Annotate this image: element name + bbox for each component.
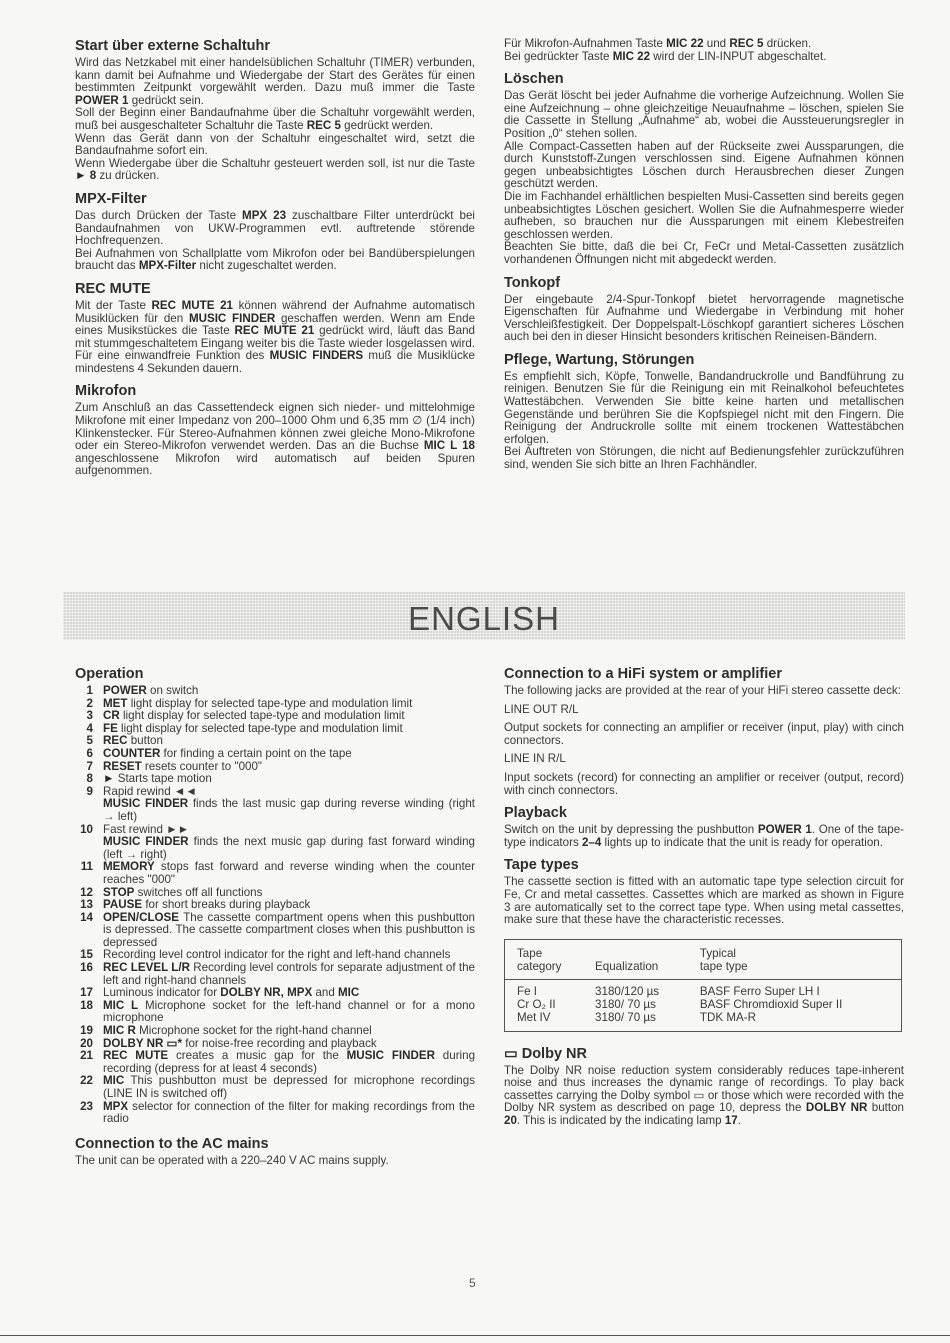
timer-paragraph-2: Soll der Beginn einer Bandaufnahme über die Schaltuhr vorgewählt werden, muß bei ausgeschalteter Schaltuhr die Taste REC 5 gedrückt werden. bbox=[75, 106, 475, 132]
list-item: 14 OPEN/CLOSE The cassette compartment opens when this pushbutton is depressed. The cassette compartment closes when this pushbutton is depressed bbox=[75, 912, 475, 950]
tonkopf-paragraph: Der eingebaute 2/4-Spur-Tonkopf bietet hervorragende magnetische Eigenschaften für Aufnahme und Wiedergabe in Verbindung mit hoher Verschleißfestigkeit. Der Doppelspalt-Löschkopf garantiert sicheres Löschen auch bei den in dieser Hinsicht besonders kritischen Reineisen-Bändern. bbox=[504, 292, 904, 344]
item-number: 4 bbox=[86, 721, 93, 735]
section-title-hifi: Connection to a HiFi system or amplifier bbox=[504, 666, 782, 682]
section-title-tape-types: Tape types bbox=[504, 857, 579, 874]
mikrofon-paragraph: Zum Anschluß an das Cassettendeck eignen sich nieder- und mittelohmige Mikrofone mit einer Impedanz von 200–1000 Ohm und 6,35 mm ∅ (1/4 inch) Klinkenstecker. Für Stereo-Aufnahmen können zwei gleiche Mono-Mikrofone oder ein Stereo-Mikrofon verwendet werden. Das an die Buchse MIC L 18 angeschlossene Mikrofon wird automatisch auf beiden Spuren aufgenommen. bbox=[75, 401, 475, 478]
loeschen-paragraph-2: Alle Compact-Cassetten haben auf der Rückseite zwei Aussparungen, die durch Kunststoff-Zungen verschlossen sind. Eigene Aufnahmen können gegen unbeabsichtigtes Löschen durch Herausbrechen dieser Zungen geschützt werden. bbox=[504, 139, 904, 191]
hifi-paragraph-2: Output sockets for connecting an amplifier or receiver (input, play) with cinch connectors. bbox=[504, 721, 904, 747]
pflege-paragraph-1: Es empfiehlt sich, Köpfe, Tonwelle, Bandandruckrolle und Bandführung zu reinigen. Benutzen Sie für die Reinigung ein mit Reinalkohol befeuchtetes Wattestäbchen. Verwenden Sie bitte keine harten und metallischen Gegenstände und berühren Sie die Kopfspiegel nicht mit den Fingern. Die Reinigung der Andruckrolle sollte mit einem trockenen Wattestäbchen erfolgen. bbox=[504, 369, 904, 446]
hifi-paragraph-3: Input sockets (record) for connecting an amplifier or receiver (output, record) with cinch connectors. bbox=[504, 770, 904, 797]
line-in-label: LINE IN R/L bbox=[504, 752, 566, 766]
section-title-loeschen: Löschen bbox=[504, 71, 564, 88]
item-number: 15 bbox=[80, 948, 93, 962]
english-banner bbox=[63, 592, 905, 640]
item-number: 9 bbox=[86, 784, 93, 798]
section-title-mpx: MPX-Filter bbox=[75, 190, 147, 207]
list-item: 16 REC LEVEL L/R Recording level controls for separate adjustment of the left and right-hand channels bbox=[75, 962, 475, 987]
list-item: 21 REC MUTE creates a music gap for the MUSIC FINDER during recording (depress for at least 4 seconds) bbox=[75, 1050, 475, 1075]
list-item: 4 FE light display for selected tape-type and modulation limit bbox=[75, 723, 475, 736]
table-cell-category: Fe I Cr O₂ II Met IV bbox=[517, 985, 556, 1024]
item-number: 19 bbox=[80, 1024, 93, 1038]
section-title-dolby-nr: ▭ Dolby NR bbox=[504, 1045, 587, 1062]
english-left-column bbox=[75, 666, 475, 1167]
table-header-tape-category: Tape category bbox=[505, 939, 584, 980]
item-number: 3 bbox=[86, 709, 93, 723]
item-number: 22 bbox=[80, 1074, 93, 1088]
section-title-ac-mains: Connection to the AC mains bbox=[75, 1135, 269, 1152]
item-number: 5 bbox=[86, 734, 93, 748]
mic-paragraph-1: Für Mikrofon-Aufnahmen Taste MIC 22 und REC 5 drücken. bbox=[504, 37, 812, 50]
item-number: 14 bbox=[80, 910, 93, 924]
item-number: 12 bbox=[80, 885, 93, 899]
table-header-typical-tape-type: Typical tape type bbox=[688, 939, 902, 980]
timer-paragraph-4: Wenn Wiedergabe über die Schaltuhr gesteuert werden soll, ist nur die Taste ► 8 zu drücken. bbox=[75, 156, 475, 183]
list-item: 7 RESET resets counter to "000" bbox=[75, 761, 475, 774]
section-title-tonkopf: Tonkopf bbox=[504, 274, 561, 291]
item-number: 1 bbox=[86, 684, 93, 697]
banner-title: ENGLISH bbox=[408, 600, 560, 637]
list-item: 10 Fast rewind ►► MUSIC FINDER finds the next music gap during fast forward winding (left → right) bbox=[75, 824, 475, 862]
list-item: 18 MIC L Microphone socket for the left-hand channel or for a mono microphone bbox=[75, 1000, 475, 1025]
section-title-mikrofon: Mikrofon bbox=[75, 383, 137, 400]
tape-type-table bbox=[504, 939, 902, 1032]
english-right-column bbox=[504, 666, 904, 1128]
item-number: 20 bbox=[80, 1036, 93, 1050]
loeschen-paragraph-4: Beachten Sie bitte, daß die bei Cr, FeCr und Metal-Cassetten zusätzlich vorhandenen Öffnungen nicht mit abgedeckt werden. bbox=[504, 240, 904, 266]
timer-paragraph-3: Wenn das Gerät dann von der Schaltuhr eingeschaltet wird, setzt die Bandaufnahme sofort ein. bbox=[75, 131, 475, 158]
list-item: 1 POWER on switch bbox=[75, 685, 475, 698]
section-title-operation: Operation bbox=[75, 666, 144, 682]
mpx-paragraph-1: Das durch Drücken der Taste MPX 23 zuschaltbare Filter unterdrückt bei Bandaufnahmen von UKW-Programmen evtl. auftretende störende Hochfrequenzen. bbox=[75, 208, 475, 248]
loeschen-paragraph-1: Das Gerät löscht bei jeder Aufnahme die vorherige Aufzeichnung. Wollen Sie eine Aufzeichnung – ohne gleichzeitige Neuaufnahme – löschen, spielen Sie die Cassette in Stellung „Aufnahme“ ab, wobei die Aussteuerungsregler in Position „0“ stehen sollen. bbox=[504, 89, 904, 140]
item-number: 10 bbox=[80, 822, 93, 836]
item-number: 11 bbox=[80, 860, 93, 874]
section-title-rec-mute: REC MUTE bbox=[75, 280, 151, 297]
list-item: 13 PAUSE for short breaks during playback bbox=[75, 899, 475, 912]
ac-mains-paragraph: The unit can be operated with a 220–240 V AC mains supply. bbox=[75, 1153, 389, 1167]
timer-paragraph-1: Wird das Netzkabel mit einer handelsüblichen Schaltuhr (TIMER) verbunden, kann damit bei Aufnahme und Wiedergabe der Start des Gerätes für einen bestimmten Zeitpunkt vorgewählt werden. Dazu muß immer die Taste POWER 1 gedrückt sein. bbox=[75, 56, 475, 107]
list-item: 19 MIC R Microphone socket for the right-hand channel bbox=[75, 1025, 475, 1038]
section-title-timer: Start über externe Schaltuhr bbox=[75, 38, 270, 54]
table-row bbox=[505, 980, 902, 1031]
item-number: 23 bbox=[80, 1099, 93, 1113]
item-number: 13 bbox=[80, 898, 93, 912]
section-title-playback: Playback bbox=[504, 805, 567, 822]
list-item: 5 REC button bbox=[75, 735, 475, 748]
list-item: 20 DOLBY NR ▭* for noise-free recording and playback bbox=[75, 1038, 475, 1051]
list-item: 6 COUNTER for finding a certain point on the tape bbox=[75, 748, 475, 761]
list-item: 2 MET light display for selected tape-type and modulation limit bbox=[75, 698, 475, 711]
item-number: 6 bbox=[86, 746, 93, 760]
list-item: 9 Rapid rewind ◄◄ MUSIC FINDER finds the last music gap during reverse winding (right → left) bbox=[75, 786, 475, 824]
item-number: 21 bbox=[80, 1049, 93, 1063]
table-header-row bbox=[505, 939, 902, 980]
list-item: 8 ► Starts tape motion bbox=[75, 773, 475, 786]
pflege-paragraph-2: Bei Auftreten von Störungen, die nicht auf Bedienungsfehler zurückzuführen sind, wenden Sie sich bitte an Ihren Fachhändler. bbox=[504, 445, 904, 472]
list-item: 3 CR light display for selected tape-type and modulation limit bbox=[75, 710, 475, 723]
rec-mute-paragraph: Mit der Taste REC MUTE 21 können während der Aufnahme automatisch Musiklücken für den MUSIC FINDER geschaffen werden. Wenn am Ende eines Musikstückes die Taste REC MUTE 21 gedrückt wird, läuft das Band mit stummgeschaltetem Eingang weiter bis die Taste wieder losgelassen wird. Für eine einwandfreie Funktion des MUSIC FINDERS muß die Musiklücke mindestens 4 Sekunden dauern. bbox=[75, 298, 476, 375]
item-number: 8 bbox=[86, 772, 93, 786]
item-number: 18 bbox=[80, 998, 93, 1012]
mic-paragraph-2: Bei gedrückter Taste MIC 22 wird der LIN-INPUT abgeschaltet. bbox=[504, 49, 827, 63]
list-item: 15 Recording level control indicator for the right and left-hand channels bbox=[75, 949, 475, 962]
mpx-paragraph-2: Bei Aufnahmen von Schallplatte vom Mikrofon oder bei Bandüberspielungen braucht das MPX-Filter nicht zugeschaltet werden. bbox=[75, 246, 475, 273]
table-cell-tape-type: BASF Ferro Super LH I BASF Chromdioxid Super II TDK MA-R bbox=[699, 985, 843, 1024]
table-header-equalization: Equalization bbox=[583, 939, 688, 980]
loeschen-paragraph-3: Die im Fachhandel erhältlichen bespielten Musi-Cassetten sind bereits gegen unbeabsichtigtes Löschen gesichert. Wollen Sie die Aufnahmesperre wieder aufheben, so brauchen nur die Aussparungen mit einem Klebestreifen geschlossen werden. bbox=[504, 189, 904, 241]
tape-types-paragraph: The cassette section is fitted with an automatic tape type selection circuit for Fe, Cr and metal cassettes. Cassettes which are marked as shown in Figure 3 are automatically set to the correct tape type. When using metal cassettes, make sure that these have the characteristic recesses. bbox=[504, 875, 904, 927]
playback-paragraph: Switch on the unit by depressing the pushbutton POWER 1. One of the tape-type indicators 2–4 lights up to indicate that the unit is ready for operation. bbox=[504, 823, 905, 849]
list-item: 11 MEMORY stops fast forward and reverse winding when the counter reaches "000" bbox=[75, 861, 475, 886]
german-right-column bbox=[504, 38, 904, 472]
list-item: 23 MPX selector for connection of the filter for making recordings from the radio bbox=[75, 1101, 475, 1126]
page-bottom-rule bbox=[0, 1335, 950, 1336]
item-number: 7 bbox=[86, 759, 93, 773]
line-out-label: LINE OUT R/L bbox=[504, 702, 579, 716]
item-number: 2 bbox=[86, 696, 93, 710]
german-left-column bbox=[75, 38, 475, 478]
table-cell-equalization: 3180/120 µs 3180/ 70 µs 3180/ 70 µs bbox=[595, 985, 660, 1024]
list-item: 22 MIC This pushbutton must be depressed for microphone recordings (LINE IN is switched off) bbox=[75, 1075, 475, 1100]
section-title-pflege: Pflege, Wartung, Störungen bbox=[504, 351, 695, 368]
dolby-paragraph: The Dolby NR noise reduction system considerably reduces tape-inherent noise and thus increases the dynamic range of recordings. To play back cassettes carrying the Dolby symbol ▭ or those which were recorded with the Dolby NR system as described on page 10, depress the DOLBY NR button 20. This is indicated by the indicating lamp 17. bbox=[504, 1063, 904, 1128]
list-item: 17 Luminous indicator for DOLBY NR, MPX and MIC bbox=[75, 987, 475, 1000]
list-item: 12 STOP switches off all functions bbox=[75, 887, 475, 900]
operation-list bbox=[75, 685, 475, 1126]
page-number: 5 bbox=[469, 1276, 476, 1290]
hifi-paragraph-1: The following jacks are provided at the rear of your HiFi stereo cassette deck: bbox=[504, 684, 901, 697]
item-number: 16 bbox=[80, 961, 93, 975]
item-number: 17 bbox=[80, 986, 93, 1000]
